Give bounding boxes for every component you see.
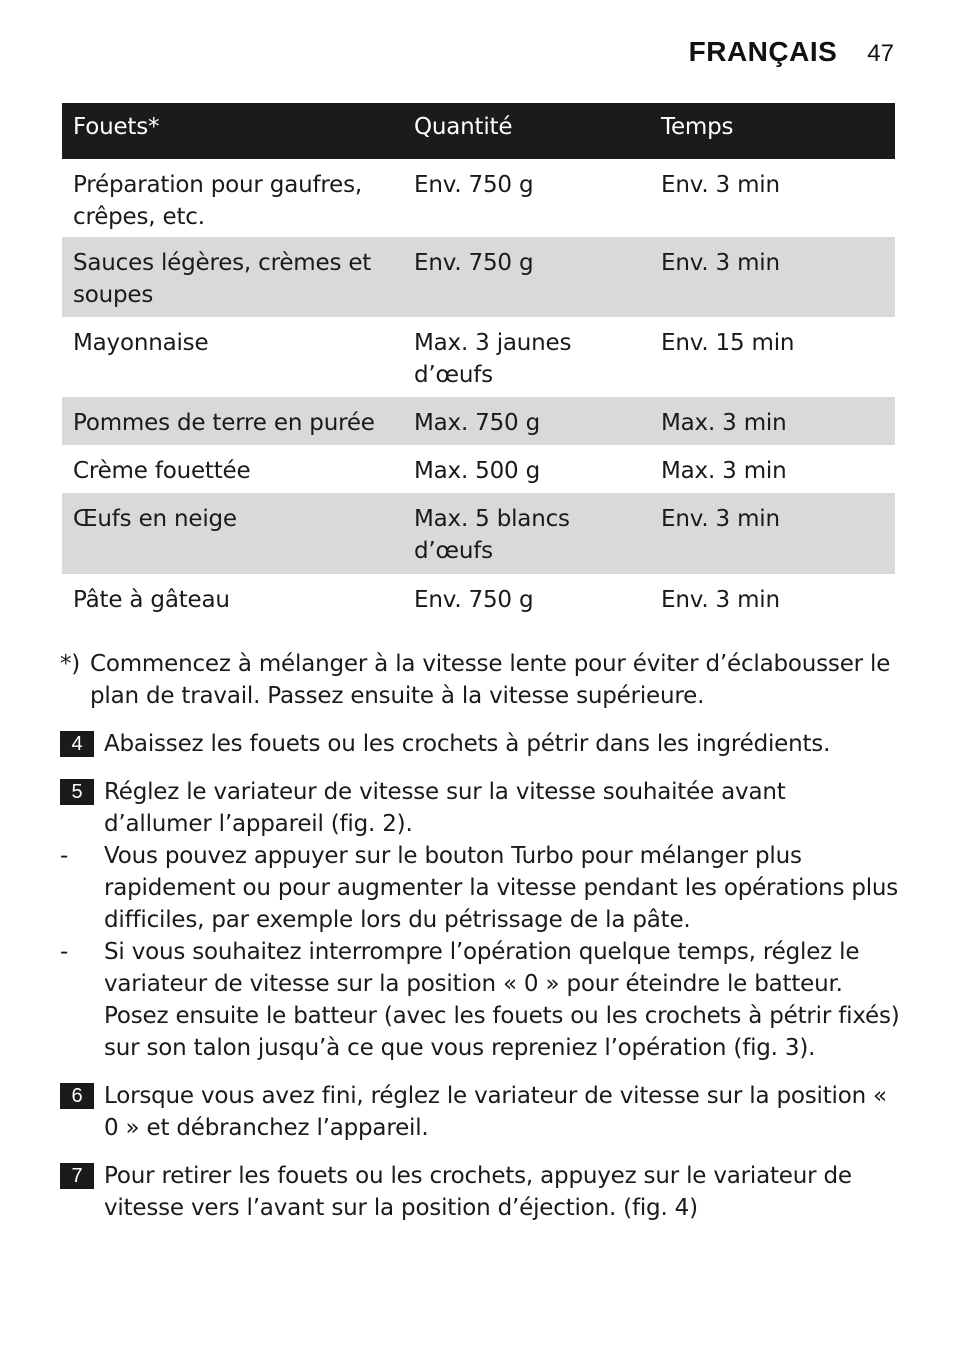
footnote-mark: *) (60, 651, 81, 677)
step-text: Lorsque vous avez fini, réglez le variateur de vitesse sur la position « 0 » et débranchez l’appareil. (104, 1083, 887, 1141)
step-6 (60, 1080, 900, 1144)
table-row (62, 159, 895, 237)
table-row (62, 397, 895, 445)
bullet-dash: - (60, 843, 69, 869)
page-number: 47 (867, 40, 894, 67)
page-header (689, 36, 894, 68)
table-cell: Env. 3 min (661, 506, 780, 532)
step-number-badge: 5 (60, 779, 94, 805)
footnote-text: Commencez à mélanger à la vitesse lente pour éviter d’éclabousser le plan de travail. Passez ensuite à la vitesse supérieure. (90, 651, 891, 709)
header-cell-quantity: Quantité (414, 114, 513, 140)
table-cell: Max. 3 min (661, 458, 787, 484)
step-text: Abaissez les fouets ou les crochets à pétrir dans les ingrédients. (104, 731, 831, 757)
table-row (62, 317, 895, 397)
step-text: Réglez le variateur de vitesse sur la vitesse souhaitée avant d’allumer l’appareil (fig. 2). (104, 779, 786, 837)
table-cell: Env. 750 g (414, 250, 534, 276)
bullet-dash: - (60, 939, 69, 965)
language-label: FRANÇAIS (688, 36, 838, 67)
table-cell: Pâte à gâteau (73, 587, 230, 613)
table-cell: Max. 750 g (414, 410, 540, 436)
table-row (62, 493, 895, 574)
step-number-badge: 6 (60, 1083, 94, 1109)
table-cell: Max. 5 blancs d’œufs (414, 506, 570, 564)
table-cell: Préparation pour gaufres, crêpes, etc. (73, 172, 362, 230)
table-cell: Env. 750 g (414, 587, 534, 613)
step-number-badge: 7 (60, 1163, 94, 1189)
bullet-item (60, 840, 900, 936)
table-cell: Max. 500 g (414, 458, 540, 484)
table-cell: Max. 3 min (661, 410, 787, 436)
table-footnote (60, 648, 900, 712)
step-text: Pour retirer les fouets ou les crochets, appuyez sur le variateur de vitesse vers l’avant sur la position d’éjection. (fig. 4) (104, 1163, 852, 1221)
table-cell: Max. 3 jaunes d’œufs (414, 330, 572, 388)
table-cell: Pommes de terre en purée (73, 410, 375, 436)
table-cell: Sauces légères, crèmes et soupes (73, 250, 372, 308)
step-7 (60, 1160, 900, 1224)
bullet-item (60, 936, 900, 1064)
table-row (62, 574, 895, 622)
table-cell: Mayonnaise (73, 330, 209, 356)
bullet-text: Vous pouvez appuyer sur le bouton Turbo pour mélanger plus rapidement ou pour augmenter la vitesse pendant les opérations plus difficiles, par exemple lors du pétrissage de la pâte. (104, 843, 899, 933)
table-cell: Crème fouettée (73, 458, 251, 484)
table-row (62, 445, 895, 493)
step-number-badge: 4 (60, 731, 94, 757)
table-row (62, 237, 895, 317)
table-cell: Env. 3 min (661, 172, 780, 198)
step-5 (60, 776, 900, 840)
step-4 (60, 728, 900, 760)
table-cell: Env. 3 min (661, 587, 780, 613)
table-header-row (62, 103, 895, 159)
header-cell-time: Temps (661, 114, 734, 140)
table-cell: Env. 15 min (661, 330, 795, 356)
table-cell: Env. 3 min (661, 250, 780, 276)
bullet-text: Si vous souhaitez interrompre l’opération quelque temps, réglez le variateur de vitesse sur la position « 0 » pour éteindre le batteur. Posez ensuite le batteur (avec les fouets ou les crochets à pétrir fixés) sur son talon jusqu’à ce que vous repreniez l’opération (fig. 3). (104, 939, 900, 1061)
table-cell: Œufs en neige (73, 506, 237, 532)
settings-table (62, 103, 895, 622)
table-cell: Env. 750 g (414, 172, 534, 198)
header-cell-accessory: Fouets* (73, 114, 160, 140)
